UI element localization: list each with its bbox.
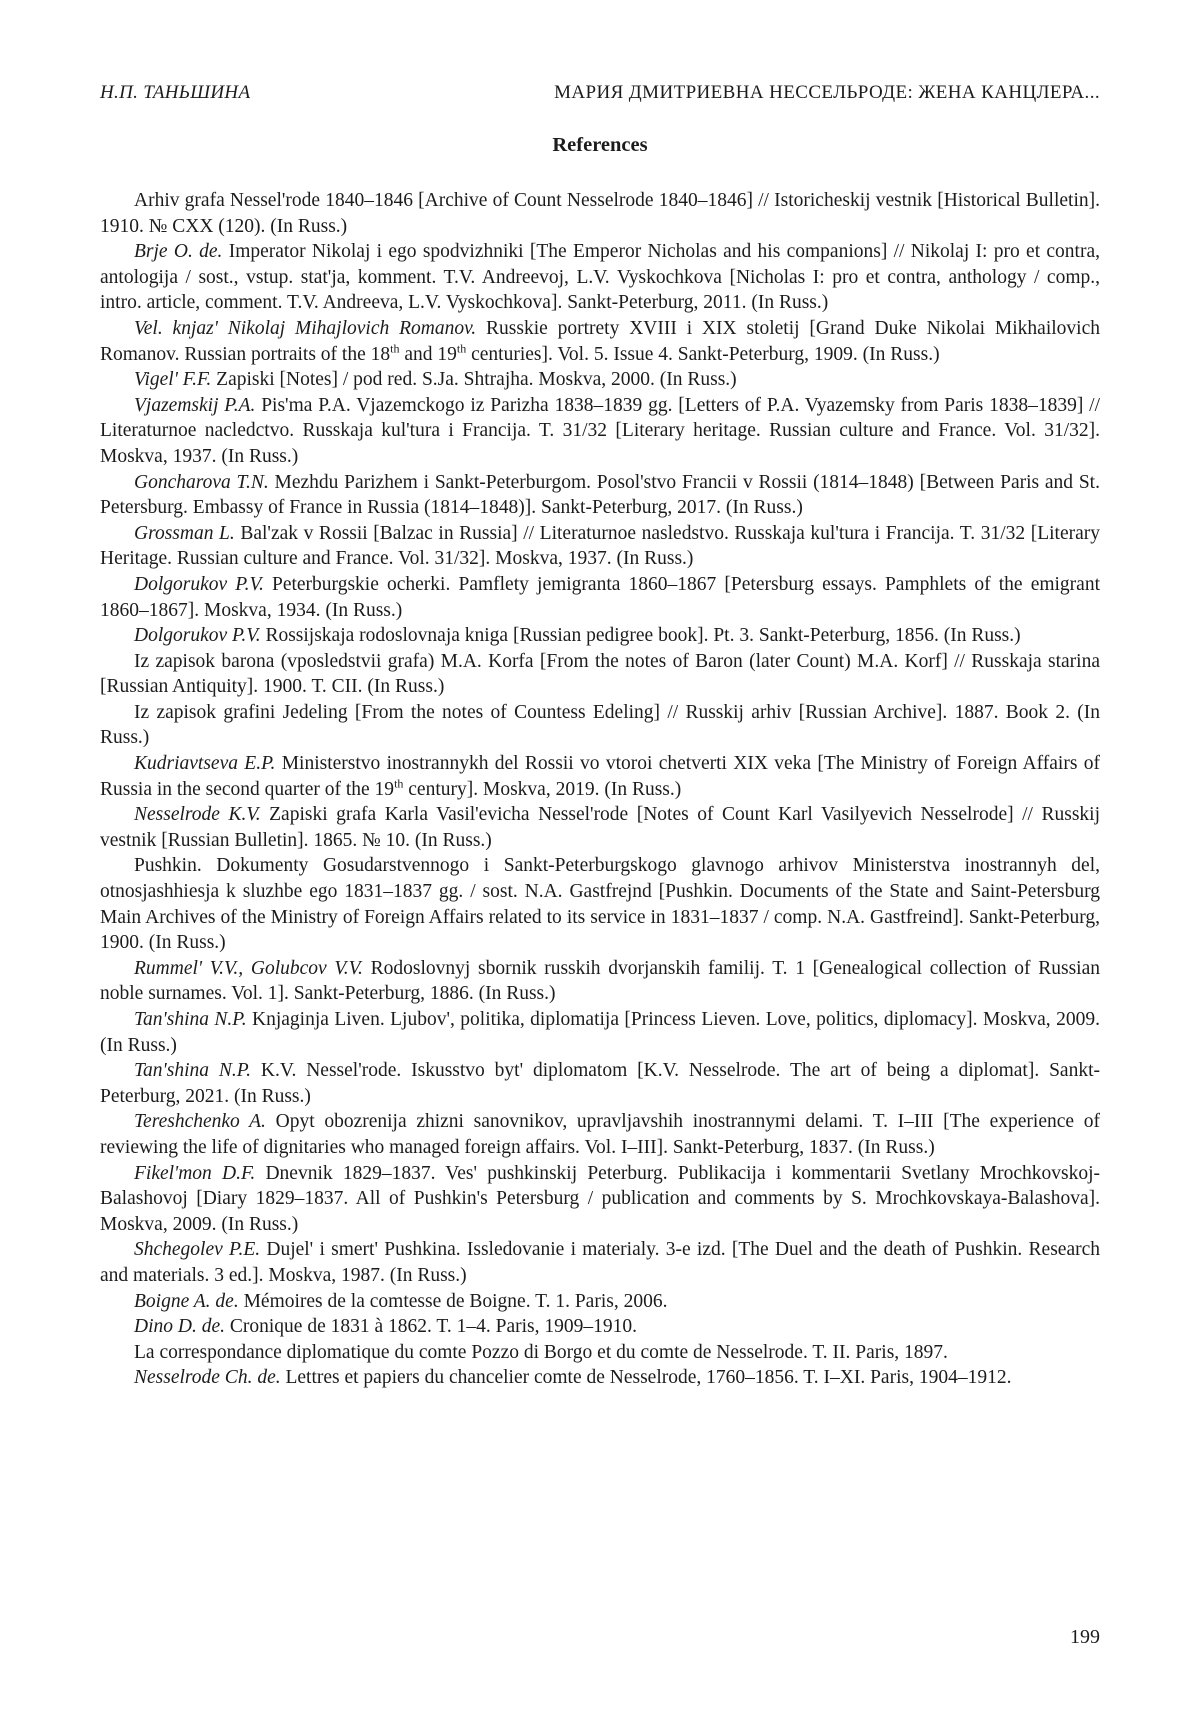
reference-author: Tan'shina N.P.	[134, 1009, 247, 1030]
running-head-author: Н.П. ТАНЬШИНА	[100, 82, 251, 103]
reference-entry: Tereshchenko A. Opyt obozrenija zhizni sanovnikov, upravljavshih inostrannymi delami. T. I–III [The experience of reviewing the life of dignitaries who managed foreign affairs. Vol. I–III]. Sankt-Peterburg, 1837. (In Russ.)	[100, 1111, 1100, 1158]
reference-entry: Tan'shina N.P. Knjaginja Liven. Ljubov', politika, diplomatija [Princess Lieven. Love, politics, diplomacy]. Moskva, 2009. (In Russ.)	[100, 1009, 1100, 1056]
reference-author: Kudriavtseva E.P.	[134, 753, 276, 775]
reference-author: Brje O. de.	[134, 241, 223, 263]
reference-entry: Dolgorukov P.V. Rossijskaja rodoslovnaja kniga [Russian pedigree book]. Pt. 3. Sankt-Peterburg, 1856. (In Russ.)	[134, 625, 1021, 647]
reference-entry: Nesselrode Ch. de. Lettres et papiers du chancelier comte de Nesselrode, 1760–1856. T. I–XI. Paris, 1904–1912.	[134, 1367, 1012, 1389]
reference-author: Dolgorukov P.V.	[134, 625, 261, 647]
reference-author: Dolgorukov P.V.	[134, 573, 264, 595]
reference-author: Nesselrode K.V.	[134, 804, 261, 826]
reference-entry: Fikel'mon D.F. Dnevnik 1829–1837. Ves' pushkinskij Peterburg. Publikacija i kommentarii Svetlany Mrochkovskoj-Balashovoj [Diary 1829–1837. All of Pushkin's Petersburg / publication and comments by S. Mrochkovskaya-Balashova]. Moskva, 2009. (In Russ.)	[100, 1162, 1100, 1235]
reference-entry: Dolgorukov P.V. Peterburgskie ocherki. Pamflety jemigranta 1860–1867 [Petersburg essays. Pamphlets of the emigrant 1860–1867]. Moskva, 1934. (In Russ.)	[100, 573, 1100, 621]
references-list	[100, 188, 1100, 1391]
reference-entry: Tan'shina N.P. K.V. Nessel'rode. Iskusstvo byt' diplomatom [K.V. Nesselrode. The art of being a diplomat]. Sankt-Peterburg, 2021. (In Russ.)	[100, 1060, 1100, 1107]
reference-author: Boigne A. de.	[134, 1290, 239, 1312]
reference-entry: Pushkin. Dokumenty Gosudarstvennogo i Sankt-Peterburgskogo glavnogo arhivov Ministerstva inostrannyh del, otnosjashhiesja k sluzhbe ego 1831–1837 gg. / sost. N.A. Gastfrejnd [Pushkin. Documents of the State and Saint-Petersburg Main Archives of the Ministry of Foreign Affairs related to its service in 1831–1837 / comp. N.A. Gastfreind]. Sankt-Peterburg, 1900. (In Russ.)	[100, 855, 1100, 954]
reference-entry: Boigne A. de. Mémoires de la comtesse de Boigne. T. 1. Paris, 2006.	[134, 1290, 668, 1312]
reference-author: Tan'shina N.P.	[134, 1060, 252, 1082]
section-title: References	[552, 134, 648, 156]
reference-author: Fikel'mon D.F.	[134, 1162, 256, 1184]
reference-entry: Rummel' V.V., Golubcov V.V. Rodoslovnyj sbornik russkih dvorjanskih familij. T. 1 [Genealogical collection of Russian noble surnames. Vol. 1]. Sankt-Peterburg, 1886. (In Russ.)	[100, 957, 1100, 1005]
reference-entry: Grossman L. Bal'zak v Rossii [Balzac in Russia] // Literaturnoe nasledstvo. Russkaja kul'tura i Francija. T. 31/32 [Literary Heritage. Russian culture and France. Vol. 31/32]. Moskva, 1937. (In Russ.)	[100, 522, 1100, 570]
reference-author: Grossman L.	[134, 522, 235, 544]
reference-entry: Brje O. de. Imperator Nikolaj i ego spodvizhniki [The Emperor Nicholas and his companions] // Nikolaj I: pro et contra, antologija / sost., vstup. stat'ja, komment. T.V. Andreevoj, L.V. Vyskochkova [Nicholas I: pro et contra, anthology / comp., intro. article, comment. T.V. Andreeva, L.V. Vyskochkova]. Sankt-Peterburg, 2011. (In Russ.)	[100, 241, 1100, 314]
running-head	[100, 0, 1100, 104]
reference-entry: Iz zapisok barona (vposledstvii grafa) M.A. Korfa [From the notes of Baron (later Count) M.A. Korf] // Russkaja starina [Russian Antiquity]. 1900. T. CII. (In Russ.)	[100, 650, 1100, 698]
reference-author: Tereshchenko A.	[134, 1111, 266, 1133]
reference-entry: Arhiv grafa Nessel'rode 1840–1846 [Archive of Count Nesselrode 1840–1846] // Istoricheskij vestnik [Historical Bulletin]. 1910. № CXX (120). (In Russ.)	[100, 190, 1100, 237]
reference-entry: Goncharova T.N. Mezhdu Parizhem i Sankt-Peterburgom. Posol'stvo Francii v Rossii (1814–1848) [Between Paris and St. Petersburg. Embassy of France in Russia (1814–1848)]. Sankt-Peterburg, 2017. (In Russ.)	[100, 471, 1100, 519]
running-head-title: МАРИЯ ДМИТРИЕВНА НЕССЕЛЬРОДЕ: ЖЕНА КАНЦЛЕРА...	[554, 82, 1100, 103]
page-number: 199	[1070, 1626, 1100, 1648]
reference-author: Vel. knjaz' Nikolaj Mihajlovich Romanov.	[134, 317, 477, 339]
reference-entry: Nesselrode K.V. Zapiski grafa Karla Vasil'evicha Nessel'rode [Notes of Count Karl Vasilyevich Nesselrode] // Russkij vestnik [Russian Bulletin]. 1865. № 10. (In Russ.)	[100, 804, 1100, 851]
reference-entry: Vigel' F.F. Zapiski [Notes] / pod red. S.Ja. Shtrajha. Moskva, 2000. (In Russ.)	[134, 369, 737, 391]
reference-entry: Kudriavtseva E.P. Ministerstvo inostrannykh del Rossii vo vtoroi chetverti XIX veka [The Ministry of Foreign Affairs of Russia in the second quarter of the 19th century]. Moskva, 2019. (In Russ.)	[100, 753, 1100, 800]
reference-entry: Dino D. de. Cronique de 1831 à 1862. T. 1–4. Paris, 1909–1910.	[134, 1316, 637, 1338]
reference-entry: La correspondance diplomatique du comte Pozzo di Borgo et du comte de Nesselrode. T. II. Paris, 1897.	[134, 1341, 948, 1363]
reference-author: Shchegolev P.E.	[134, 1239, 261, 1261]
reference-entry: Vjazemskij P.A. Pis'ma P.A. Vjazemckogo iz Parizha 1838–1839 gg. [Letters of P.A. Vyazemsky from Paris 1838–1839] // Literaturnoe nacledctvo. Russkaja kul'tura i Francija. T. 31/32 [Literary heritage. Russian culture and France. Vol. 31/32]. Moskva, 1937. (In Russ.)	[100, 394, 1100, 467]
reference-entry: Iz zapisok grafini Jedeling [From the notes of Countess Edeling] // Russkij arhiv [Russian Archive]. 1887. Book 2. (In Russ.)	[100, 701, 1100, 749]
reference-author: Vigel' F.F.	[134, 369, 212, 391]
reference-entry: Vel. knjaz' Nikolaj Mihajlovich Romanov. Russkie portrety XVIII i XIX stoletij [Grand Duke Nikolai Mikhailovich Romanov. Russian portraits of the 18th and 19th centuries]. Vol. 5. Issue 4. Sankt-Peterburg, 1909. (In Russ.)	[100, 317, 1100, 365]
reference-author: Dino D. de.	[134, 1316, 225, 1338]
reference-author: Rummel' V.V., Golubcov V.V.	[134, 957, 363, 979]
reference-entry: Shchegolev P.E. Dujel' i smert' Pushkina. Issledovanie i materialy. 3-e izd. [The Duel and the death of Pushkin. Research and materials. 3 ed.]. Moskva, 1987. (In Russ.)	[100, 1239, 1100, 1286]
reference-author: Vjazemskij P.A.	[134, 394, 256, 416]
reference-author: Goncharova T.N.	[134, 471, 269, 493]
page-content	[100, 0, 1100, 1391]
reference-author: Nesselrode Ch. de.	[134, 1367, 281, 1389]
